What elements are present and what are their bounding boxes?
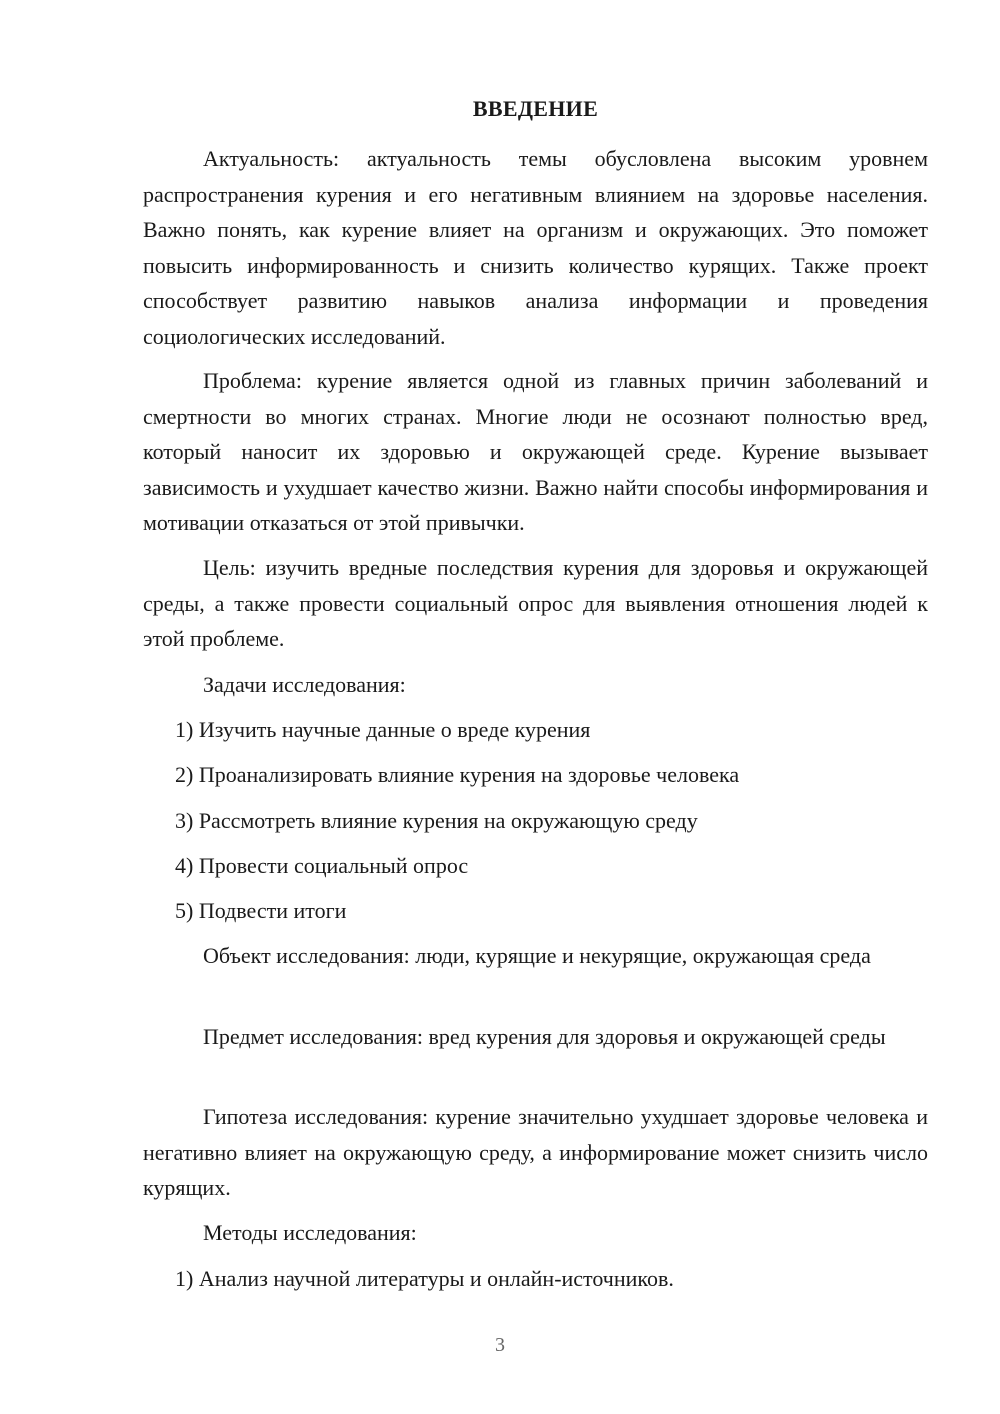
problem-paragraph: Проблема: курение является одной из главных причин заболеваний и смертности во многих странах. Многие люди не осознают полностью вред, который наносит их здоровью и окружающей среде. Курение вызывает зависимость и ухудшает качество жизни. Важно найти способы информирования и мотивации отказаться от этой привычки.	[143, 368, 928, 535]
goal-paragraph: Цель: изучить вредные последствия курения для здоровья и окружающей среды, а также провести социальный опрос для выявления отношения людей к этой проблеме.	[143, 555, 928, 651]
task-item: 1) Изучить научные данные о вреде курения	[175, 717, 591, 742]
methods-heading: Методы исследования:	[203, 1220, 417, 1245]
task-item: 5) Подвести итоги	[175, 898, 347, 923]
subject-paragraph: Предмет исследования: вред курения для здоровья и окружающей среды	[203, 1024, 886, 1049]
hypothesis-paragraph: Гипотеза исследования: курение значительно ухудшает здоровье человека и негативно влияет на окружающую среду, а информирование может снизить число курящих.	[143, 1104, 928, 1200]
page-number: 3	[495, 1334, 505, 1356]
tasks-heading: Задачи исследования:	[203, 672, 406, 697]
task-item: 3) Рассмотреть влияние курения на окружающую среду	[175, 808, 698, 833]
task-item: 2) Проанализировать влияние курения на здоровье человека	[175, 762, 740, 787]
relevance-paragraph: Актуальность: актуальность темы обусловлена высоким уровнем распространения курения и его негативным влиянием на здоровье населения. Важно понять, как курение влияет на организм и окружающих. Это поможет повысить информированность и снизить количество курящих. Также проект способствует развитию навыков анализа информации и проведения социологических исследований.	[143, 146, 928, 349]
task-item: 4) Провести социальный опрос	[175, 853, 469, 878]
object-paragraph: Объект исследования: люди, курящие и некурящие, окружающая среда	[203, 943, 871, 968]
method-item: 1) Анализ научной литературы и онлайн-источников.	[175, 1266, 674, 1291]
page-title: ВВЕДЕНИЕ	[472, 96, 599, 121]
